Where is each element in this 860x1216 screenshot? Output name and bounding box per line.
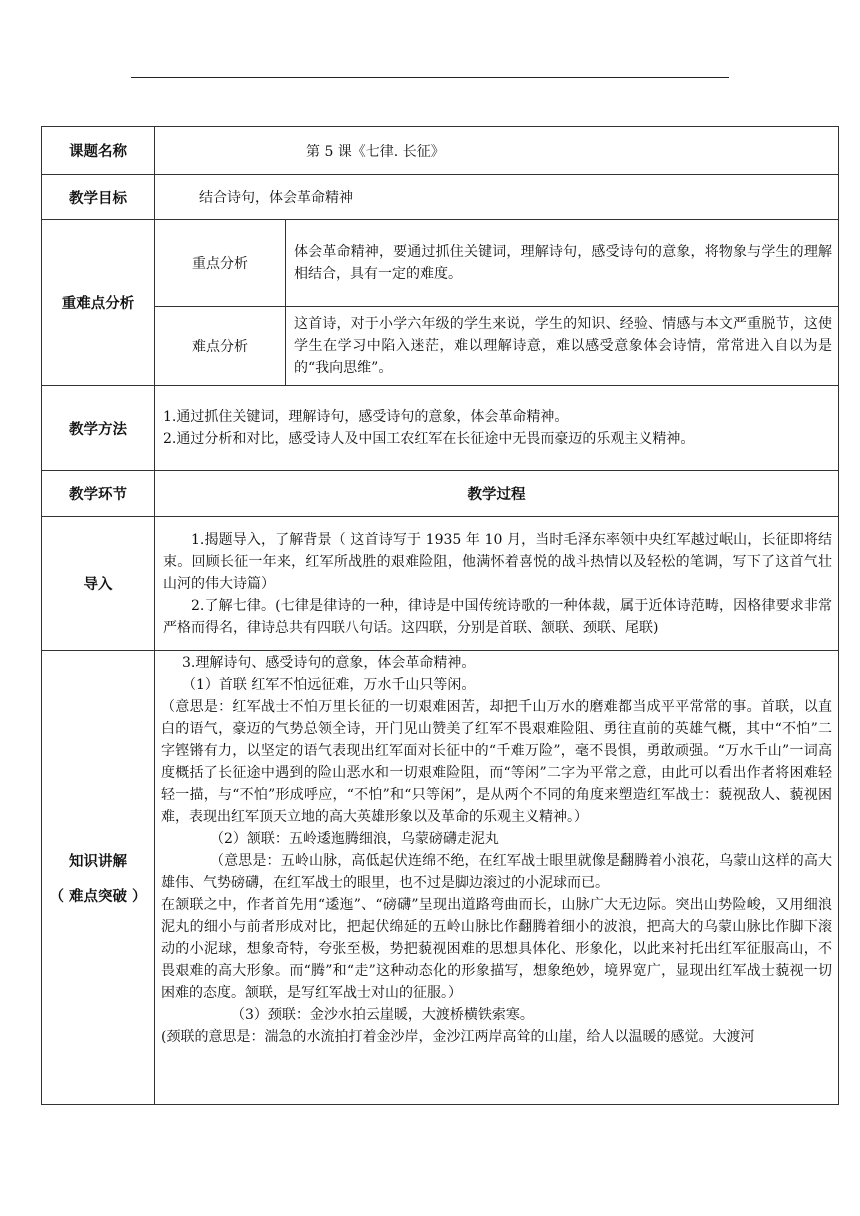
intro-cell bbox=[155, 517, 839, 651]
method-item-1: 1.通过抓住关键词，理解诗句，感受诗句的意象，体会革命精神。 bbox=[163, 409, 569, 425]
title-value-cell bbox=[155, 127, 839, 175]
goal-value: 结合诗句，体会革命精神 bbox=[199, 190, 353, 206]
row-knowledge bbox=[42, 651, 839, 1105]
method-cell bbox=[155, 386, 839, 471]
knowledge-label: 知识讲解 bbox=[69, 853, 127, 870]
key-analysis-text: 体会革命精神，要通过抓住关键词，理解诗句，感受诗句的意象，将物象与学生的理解相结合，具有一定的难度。 bbox=[294, 244, 832, 282]
row-goal bbox=[42, 175, 839, 220]
goal-label: 教学目标 bbox=[42, 175, 155, 220]
row-intro bbox=[42, 517, 839, 651]
knowledge-p7: （3）颈联：金沙水拍云崖暖，大渡桥横铁索寒。 bbox=[231, 1007, 534, 1023]
difficult-analysis-text: 这首诗，对于小学六年级的学生来说，学生的知识、经验、情感与本文严重脱节，这使学生在学习中陷入迷茫，难以理解诗意，难以感受意象体会诗情，常常进入自以为是的“我向思维”。 bbox=[294, 316, 832, 376]
knowledge-p2: （1）首联 红军不怕远征难，万水千山只等闲。 bbox=[182, 677, 476, 693]
difficult-analysis-label: 难点分析 bbox=[155, 307, 286, 386]
row-key-analysis bbox=[42, 220, 839, 307]
goal-value-cell bbox=[155, 175, 839, 220]
knowledge-p6: 在颔联之中，作者首先用“逶迤”、“磅礴”呈现出道路弯曲而长，山脉广大无边际。突出山势险峻，又用细浪泥丸的细小与前者形成对比，把起伏绵延的五岭山脉比作翻腾着细小的波浪，把高大的乌蒙山脉比作脚下滚动的小泥球，想象奇特，夸张至极，势把藐视困难的思想具体化、形象化，以此来衬托出红军征服高山，不畏艰难的高大形象。而“腾”和“走”这种动态化的形象描写，想象绝妙，境界宽广，显现出红军战士藐视一切困难的态度。颔联，是写红军战士对山的征服。） bbox=[161, 897, 832, 1001]
row-section-header bbox=[42, 471, 839, 517]
intro-paragraph-1: 1.揭题导入，了解背景（ 这首诗写于 1935 年 10 月，当时毛泽东率领中央红军越过岷山，长征即将结束。回顾长征一年来，红军所战胜的艰难险阻，他满怀着喜悦的战斗热情以及轻松的笔调，写下了这首气壮山河的伟大诗篇） bbox=[163, 531, 832, 592]
lesson-plan-table bbox=[41, 126, 839, 1105]
knowledge-cell bbox=[155, 651, 839, 1105]
title-value: 第 5 课《七律. 长征》 bbox=[306, 143, 445, 160]
method-item-2: 2.通过分析和对比，感受诗人及中国工农红军在长征途中无畏而豪迈的乐观主义精神。 bbox=[163, 431, 695, 447]
knowledge-p8: (颈联的意思是：湍急的水流拍打着金沙岸，金沙江两岸高耸的山崖，给人以温暖的感觉。大渡河 bbox=[161, 1029, 755, 1045]
row-difficult-analysis bbox=[42, 307, 839, 386]
intro-paragraph-2: 2.了解七律。(七律是律诗的一种，律诗是中国传统诗歌的一种体裁，属于近体诗范畴，因格律要求非常严格而得名，律诗总共有四联八句话。这四联，分别是首联、颔联、颈联、尾联) bbox=[163, 597, 832, 636]
difficult-analysis-cell bbox=[286, 307, 839, 386]
intro-label: 导入 bbox=[42, 517, 155, 651]
knowledge-p1: 3.理解诗句、感受诗句的意象，体会革命精神。 bbox=[182, 655, 476, 671]
knowledge-sublabel: （ 难点突破 ） bbox=[49, 888, 147, 905]
header-rule bbox=[131, 77, 729, 78]
knowledge-p3: （意思是：红军战士不怕万里长征的一切艰难困苦，却把千山万水的磨难都当成平平常常的事。首联，以直白的语气，豪迈的气势总领全诗，开门见山赞美了红军不畏艰难险阻、勇往直前的英雄气概，其中“不怕”二字铿锵有力，以坚定的语气表现出红军面对长征中的“千难万险”，毫不畏惧，勇敢顽强。“万水千山”一词高度概括了长征途中遇到的险山恶水和一切艰难险阻，而“等闲”二字为平常之意，由此可以看出作者将困难轻轻一描，与“不怕”形成呼应，“不怕”和“只等闲”，是从两个不同的角度来塑造红军战士：藐视敌人、藐视困难，表现出红军顶天立地的高大英雄形象以及革命的乐观主义精神。） bbox=[161, 699, 832, 825]
knowledge-label-cell bbox=[42, 651, 155, 1105]
knowledge-p4: （2）颔联：五岭逶迤腾细浪，乌蒙磅礴走泥丸 bbox=[210, 831, 499, 847]
row-title bbox=[42, 127, 839, 175]
analysis-label: 重难点分析 bbox=[42, 220, 155, 386]
section-header-left: 教学环节 bbox=[42, 471, 155, 517]
row-method bbox=[42, 386, 839, 471]
key-analysis-label: 重点分析 bbox=[155, 220, 286, 307]
knowledge-p5: （意思是：五岭山脉，高低起伏连绵不绝，在红军战士眼里就像是翻腾着小浪花，乌蒙山这样的高大雄伟、气势磅礴，在红军战士的眼里，也不过是脚边滚过的小泥球而已。 bbox=[161, 853, 832, 891]
title-label: 课题名称 bbox=[42, 127, 155, 175]
section-header-right: 教学过程 bbox=[155, 471, 839, 517]
method-label: 教学方法 bbox=[42, 386, 155, 471]
key-analysis-cell bbox=[286, 220, 839, 307]
